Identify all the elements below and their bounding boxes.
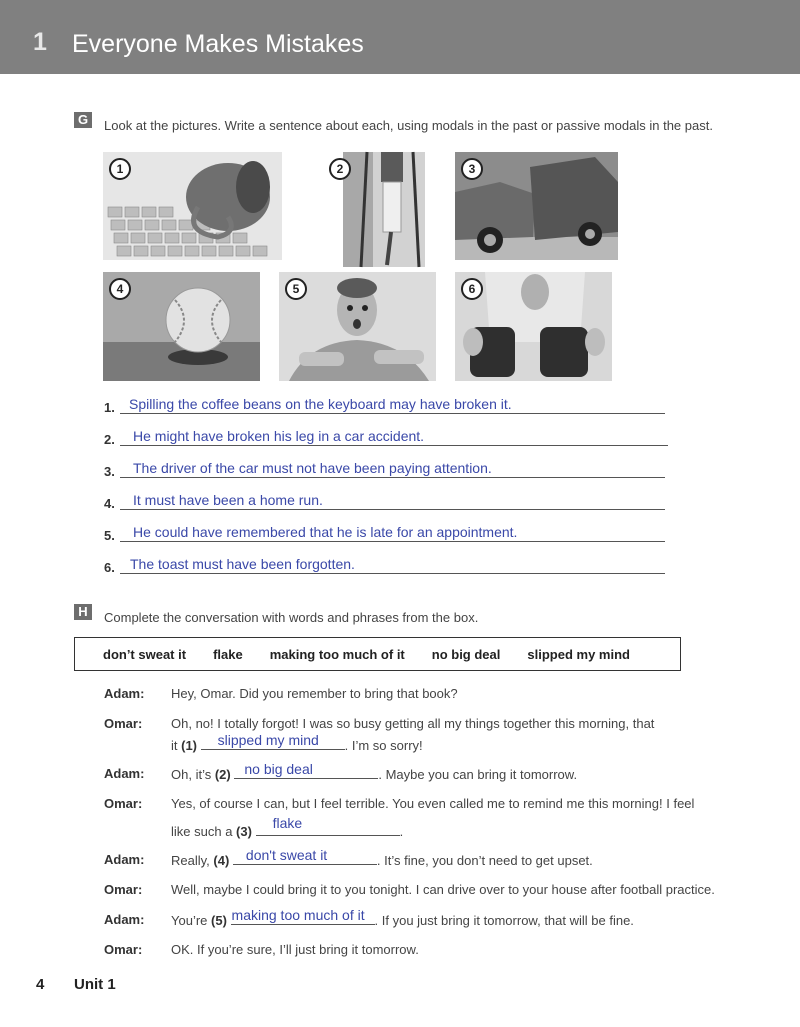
blank-number: (4) <box>213 853 230 868</box>
dialogue-text: Really, <box>171 853 210 868</box>
blank-2-answer: no big deal <box>244 761 313 777</box>
answer-2-text: He might have broken his leg in a car accident. <box>133 428 425 444</box>
speaker-adam: Adam: <box>104 852 145 867</box>
page-number: 4 <box>36 976 45 993</box>
dialogue-line-with-blank <box>171 815 404 839</box>
footer-unit-label: Unit 1 <box>74 976 116 993</box>
picture-5-number: 5 <box>285 278 307 300</box>
word-box-item: don’t sweat it <box>103 646 187 662</box>
answer-5-line <box>120 524 665 542</box>
dialogue-text: . It’s fine, you don’t need to get upset. <box>376 853 593 868</box>
answer-5-number: 5. <box>104 528 115 543</box>
answer-1-text: Spilling the coffee beans on the keyboard may have broken it. <box>129 396 512 412</box>
picture-6-number: 6 <box>461 278 483 300</box>
picture-6-burnt-toast <box>455 272 612 381</box>
picture-5-surprised-man <box>279 272 436 381</box>
speaker-adam: Adam: <box>104 686 145 701</box>
section-h-label: H <box>74 604 92 620</box>
dialogue-line: Oh, no! I totally forgot! I was so busy getting all my things together this morning, that <box>171 716 655 731</box>
picture-4-baseball <box>103 272 260 381</box>
answer-2-line <box>120 428 668 446</box>
answer-4-text: It must have been a home run. <box>133 492 323 508</box>
speaker-omar: Omar: <box>104 716 143 731</box>
blank-5-answer: making too much of it <box>231 907 365 923</box>
answer-4-line <box>120 492 665 510</box>
blank-4-answer: don't sweat it <box>245 847 328 863</box>
section-g-label: G <box>74 112 92 128</box>
word-box <box>74 637 681 671</box>
word-box-item: no big deal <box>431 646 501 662</box>
blank-1 <box>201 732 345 750</box>
dialogue-line-with-blank <box>171 847 593 868</box>
unit-number: 1 <box>33 28 47 56</box>
blank-4 <box>233 847 377 865</box>
picture-2-crutches <box>336 152 425 267</box>
speaker-omar: Omar: <box>104 796 143 811</box>
answer-1-line <box>120 396 665 414</box>
dialogue-line: OK. If you’re sure, I’ll just bring it tomorrow. <box>171 942 419 957</box>
unit-title: Everyone Makes Mistakes <box>72 30 364 58</box>
dialogue-text: like such a <box>171 824 233 839</box>
dialogue-text: . <box>399 824 404 839</box>
blank-1-answer: slipped my mind <box>217 732 319 748</box>
dialogue-text: . I’m so sorry! <box>344 738 423 753</box>
answer-2-number: 2. <box>104 432 115 447</box>
dialogue-line-with-blank <box>171 732 423 753</box>
answer-6-line <box>120 556 665 574</box>
speaker-omar: Omar: <box>104 882 143 897</box>
section-h-instruction: Complete the conversation with words and phrases from the box. <box>104 610 479 625</box>
dialogue-text: . Maybe you can bring it tomorrow. <box>378 767 578 782</box>
dialogue-line-with-blank <box>171 761 578 782</box>
dialogue-line: Hey, Omar. Did you remember to bring that book? <box>171 686 458 701</box>
blank-number: (5) <box>211 913 227 928</box>
answer-5-text: He could have remembered that he is late for an appointment. <box>133 524 518 540</box>
dialogue-text: Oh, it’s <box>171 767 212 782</box>
unit-header-bar <box>0 0 800 74</box>
blank-3-answer: flake <box>272 815 303 831</box>
blank-2 <box>234 761 378 779</box>
picture-3-number: 3 <box>461 158 483 180</box>
picture-1-coffee-keyboard <box>103 152 282 260</box>
dialogue-text: You’re <box>171 913 208 928</box>
word-box-item: slipped my mind <box>527 646 630 662</box>
speaker-adam: Adam: <box>104 912 145 927</box>
dialogue-line-with-blank <box>171 907 634 928</box>
answer-3-text: The driver of the car must not have been paying attention. <box>133 460 492 476</box>
blank-5 <box>231 907 375 925</box>
blank-3 <box>256 815 400 836</box>
dialogue-line: Yes, of course I can, but I feel terrible. You even called me to remind me this morning! I feel <box>171 796 695 811</box>
picture-2-number: 2 <box>329 158 351 180</box>
dialogue-text: . If you just bring it tomorrow, that will be fine. <box>374 913 634 928</box>
picture-4-number: 4 <box>109 278 131 300</box>
picture-3-car-crash <box>455 152 618 260</box>
dialogue-line: Well, maybe I could bring it to you tonight. I can drive over to your house after football practice. <box>171 882 715 897</box>
blank-number: (3) <box>236 824 252 839</box>
blank-number: (1) <box>181 738 198 753</box>
speaker-omar: Omar: <box>104 942 143 957</box>
speaker-adam: Adam: <box>104 766 145 781</box>
blank-number: (2) <box>214 767 231 782</box>
answer-1-number: 1. <box>104 400 115 415</box>
word-box-item: flake <box>213 646 243 662</box>
answer-6-text: The toast must have been forgotten. <box>130 556 355 572</box>
picture-1-number: 1 <box>109 158 131 180</box>
answer-3-line <box>120 460 665 478</box>
dialogue-text: it <box>171 738 178 753</box>
answer-6-number: 6. <box>104 560 115 575</box>
answer-4-number: 4. <box>104 496 115 511</box>
word-box-item: making too much of it <box>269 646 405 662</box>
section-g-instruction: Look at the pictures. Write a sentence about each, using modals in the past or passive modals in the past. <box>104 118 713 133</box>
answer-3-number: 3. <box>104 464 115 479</box>
